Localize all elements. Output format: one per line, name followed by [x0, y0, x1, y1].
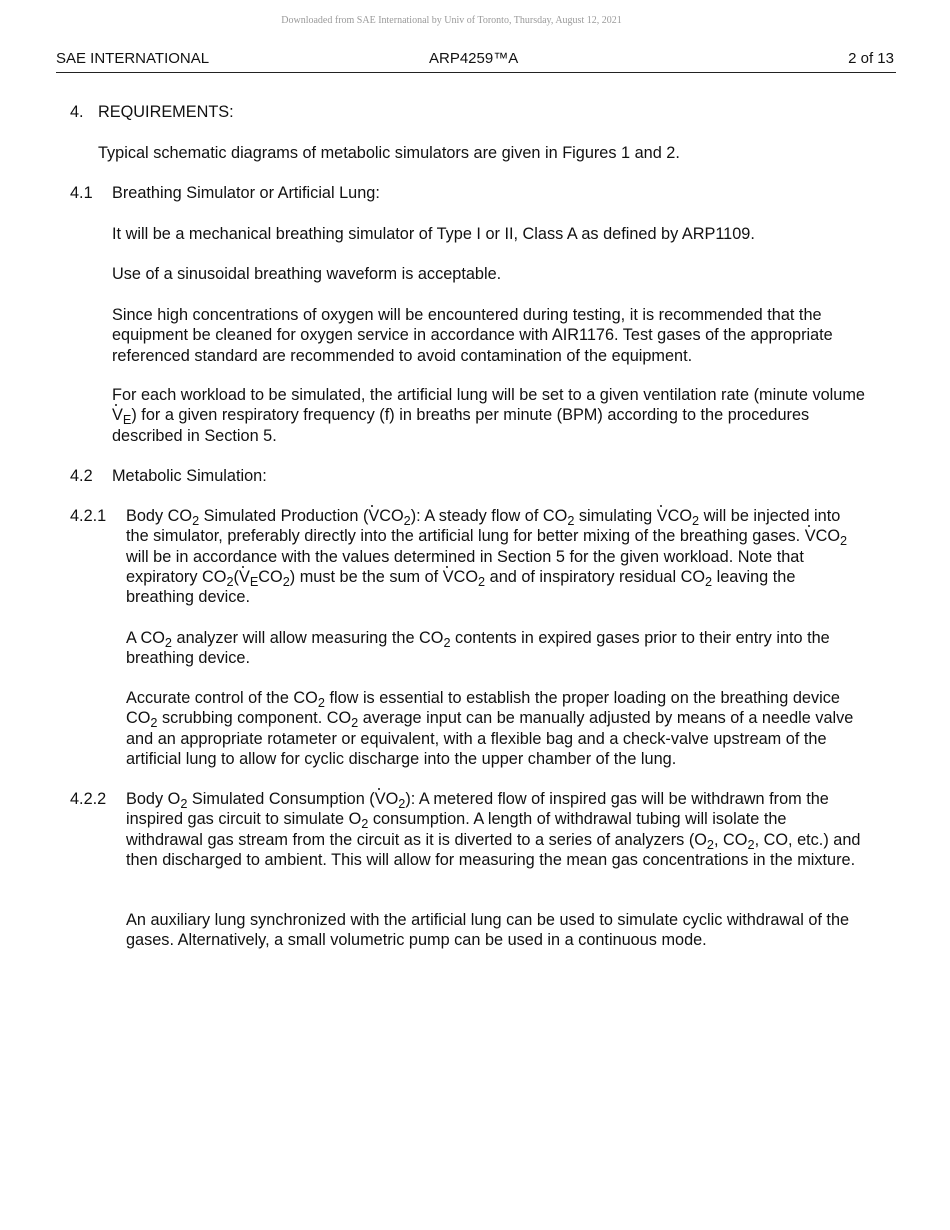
section-4-1-title: Breathing Simulator or Artificial Lung:	[112, 184, 380, 202]
download-watermark: Downloaded from SAE International by Univ of Toronto, Thursday, August 12, 2021	[281, 15, 622, 26]
v-dot-symbol: V	[442, 567, 454, 586]
section-4-2-1-para-1: Body $CO_2$ Simulated Production $(VCO_2)$: A steady flow of $CO_2$ simulating $VCO_2$ will be injected into the simulator, preferably directly into the artificial lung for better mixing of the breathing gases. $VCO_2$ will be in accordance with the values determined in Section 5 for the given workload. Note that expiratory $CO_2(V_ECO_2)$ must be the sum of $VCO_2$ and of inspiratory residual $CO_2$ leaving the breathing device.	[126, 507, 848, 607]
v-dot-symbol: V	[368, 507, 380, 525]
section-4-intro: Typical schematic diagrams of metabolic simulators are given in Figures 1 and 2.	[98, 144, 680, 162]
section-4-2-2-para-2: An auxiliary lung synchronized with the artificial lung can be used to simulate cyclic withdrawal of the gases. Alternatively, a small volumetric pump can be used in a continuous mode.	[126, 911, 850, 950]
section-4-2-1-number: 4.2.1	[70, 507, 107, 525]
section-4-2-1-para-2: A $CO_2$ analyzer will allow measuring the $CO_2$ contents in expired gases prior to their entry into the breathing device.	[126, 629, 830, 668]
section-4-1-para-2: Use of a sinusoidal breathing waveform is acceptable.	[112, 265, 502, 283]
section-4-1-para-3: Since high concentrations of oxygen will be encountered during testing, it is recommended that the equipment be cleaned for oxygen service in accordance with AIR1176. Test gases of the appropriate referenced standard are recommended to avoid contamination of the equipment.	[112, 306, 833, 365]
header-page-number: 2 of 13	[848, 50, 894, 67]
header-organization: SAE INTERNATIONAL	[56, 50, 210, 67]
v-dot-symbol: V	[112, 406, 123, 425]
section-4-2-title: Metabolic Simulation:	[112, 467, 267, 485]
section-4-title: REQUIREMENTS:	[98, 103, 234, 121]
page-header	[56, 50, 896, 73]
header-document-id: ARP4259™A	[429, 50, 519, 67]
section-4-1-para-1: It will be a mechanical breathing simulator of Type I or II, Class A as defined by ARP1109.	[112, 225, 755, 243]
section-4-1-para-4: For each workload to be simulated, the artificial lung will be set to a given ventilation rate (minute volume $V_E$) for a given respiratory frequency (f) in breaths per minute (BPM) according to the procedures described in Section 5.	[112, 386, 865, 445]
section-4-2-number: 4.2	[70, 467, 93, 485]
section-4-2-2-para-1: Body $O_2$ Simulated Consumption $(VO_2)$: A metered flow of inspired gas will be withdrawn from the inspired gas circuit to simulate $O_2$ consumption. A length of withdrawal tubing will isolate the withdrawal gas stream from the circuit as it is diverted to a series of analyzers ($O_2$, $CO_2$, CO, etc.) and then discharged to ambient. This will allow for measuring the mean gas concentrations in the mixture.	[126, 790, 861, 869]
v-dot-symbol: V	[656, 507, 668, 525]
v-dot-symbol: V	[374, 790, 386, 808]
section-4-number: 4.	[70, 103, 84, 121]
section-4-1-number: 4.1	[70, 184, 93, 202]
v-dot-symbol: V	[804, 527, 816, 546]
v-dot-symbol: V	[238, 567, 250, 586]
section-4-2-1-para-3: Accurate control of the $CO_2$ flow is essential to establish the proper loading on the breathing device $CO_2$ scrubbing component. $CO_2$ average input can be manually adjusted by means of a needle valve and an appropriate rotameter or equivalent, with a flexible bag and a check-valve upstream of the artificial lung to allow for cyclic discharge into the upper chamber of the lung.	[126, 689, 854, 768]
section-4-2-2-number: 4.2.2	[70, 790, 107, 808]
